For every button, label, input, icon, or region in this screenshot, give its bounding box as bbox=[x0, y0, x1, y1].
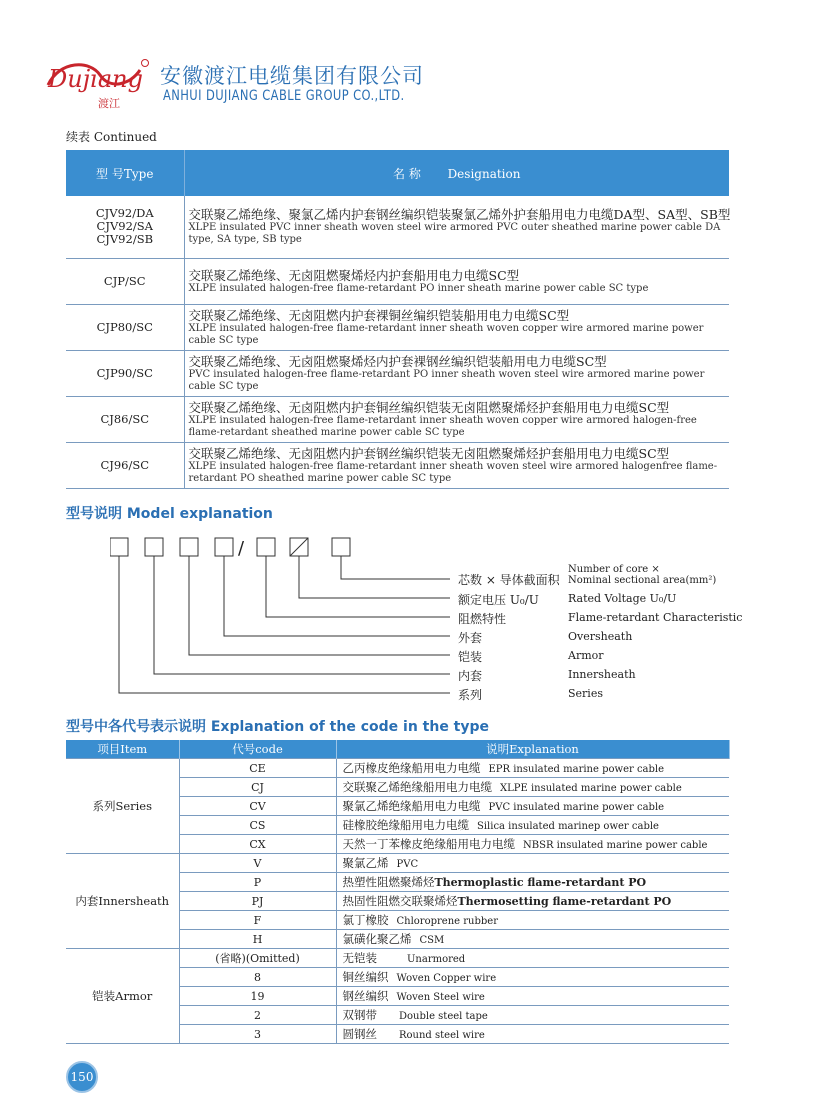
desc-cell bbox=[336, 835, 729, 854]
desc-cell bbox=[336, 930, 729, 949]
designation-en: XLPE insulated halogen-free flame-retardant PO inner sheath marine power cable SC type bbox=[188, 282, 649, 294]
code-cell: PJ bbox=[179, 892, 336, 911]
desc-cell bbox=[336, 949, 729, 968]
designation-en: XLPE insulated halogen-free flame-retardant inner sheath woven copper wire armored marine power cable SC type bbox=[188, 322, 704, 346]
continued-type-table bbox=[66, 150, 729, 489]
desc-cn: 无铠装 bbox=[342, 951, 377, 965]
company-name-cn: 安徽渡江电缆集团有限公司 bbox=[160, 64, 424, 88]
desc-en: Double steel tape bbox=[399, 1011, 488, 1022]
type-cell: CJV92/DA CJV92/SA CJV92/SB bbox=[66, 196, 184, 258]
designation-cn: 交联聚乙烯绝缘、无卤阻燃内护套铜丝编织铠装无卤阻燃聚烯烃护套船用电力电缆SC型 bbox=[188, 399, 670, 415]
type-cell: CJ86/SC bbox=[66, 396, 184, 442]
desc-en: NBSR insulated marine power cable bbox=[523, 840, 708, 851]
code-cell: 19 bbox=[179, 987, 336, 1006]
designation-cell bbox=[184, 196, 729, 258]
desc-en: Woven Steel wire bbox=[396, 992, 485, 1003]
desc-cell bbox=[336, 1006, 729, 1025]
code-explanation-title: 型号中各代号表示说明 Explanation of the code in the type bbox=[66, 719, 490, 735]
designation-cn: 交联聚乙烯绝缘、聚氯乙烯内护套钢丝编织铠装聚氯乙烯外护套船用电力电缆DA型、SA型、SB型 bbox=[188, 207, 731, 223]
col-designation-header bbox=[184, 150, 729, 196]
desc-en: Thermoplastic flame-retardant PO bbox=[434, 876, 647, 889]
desc-en: PVC bbox=[396, 859, 419, 870]
label-armor-cn: 铠装 bbox=[458, 650, 483, 664]
label-series-en: Series bbox=[568, 687, 603, 700]
label-series-cn: 系列 bbox=[458, 688, 483, 702]
table-row bbox=[66, 350, 729, 396]
desc-en: PVC insulated marine power cable bbox=[488, 802, 665, 813]
table-row bbox=[66, 258, 729, 304]
col-designation-cn: 名 称 bbox=[393, 166, 421, 181]
code-cell: H bbox=[179, 930, 336, 949]
designation-cell bbox=[184, 304, 729, 350]
label-cores-en-2: Nominal sectional area(mm²) bbox=[568, 575, 717, 586]
model-explanation-title: 型号说明 Model explanation bbox=[66, 506, 273, 522]
label-flame-en: Flame-retardant Characteristic bbox=[568, 611, 743, 624]
code-box-flame bbox=[257, 538, 275, 556]
desc-en: Chloroprene rubber bbox=[396, 916, 498, 927]
code-explanation-table bbox=[66, 740, 730, 1044]
desc-cn: 氯丁橡胶 bbox=[342, 913, 389, 927]
code-box-armor bbox=[180, 538, 198, 556]
label-voltage-en: Rated Voltage U₀/U bbox=[568, 592, 677, 605]
table-row bbox=[66, 304, 729, 350]
table-header bbox=[66, 740, 729, 759]
col-designation-en: Designation bbox=[447, 166, 521, 181]
col-type-header: 型 号Type bbox=[66, 150, 184, 196]
desc-cell bbox=[336, 816, 729, 835]
desc-cell bbox=[336, 854, 729, 873]
desc-en: Unarmored bbox=[407, 954, 466, 965]
col-item-header: 项目Item bbox=[66, 740, 179, 759]
desc-en: EPR insulated marine power cable bbox=[488, 764, 665, 775]
designation-cn: 交联聚乙烯绝缘、无卤阻燃聚烯烃内护套船用电力电缆SC型 bbox=[188, 267, 520, 283]
label-innersheath-en: Innersheath bbox=[568, 668, 636, 681]
type-cell: CJP90/SC bbox=[66, 350, 184, 396]
desc-cell bbox=[336, 873, 729, 892]
desc-cell bbox=[336, 778, 729, 797]
designation-cell bbox=[184, 258, 729, 304]
col-desc-header: 说明Explanation bbox=[336, 740, 729, 759]
code-box-series bbox=[110, 538, 128, 556]
code-cell: 8 bbox=[179, 968, 336, 987]
group-item-innersheath: 内套Innersheath bbox=[66, 854, 179, 949]
table-row bbox=[66, 854, 729, 873]
desc-cell bbox=[336, 759, 729, 778]
desc-cn: 交联聚乙烯绝缘船用电力电缆 bbox=[342, 780, 492, 794]
table-row bbox=[66, 949, 729, 968]
desc-en: XLPE insulated marine power cable bbox=[500, 783, 682, 794]
label-voltage-cn: 额定电压 U₀/U bbox=[458, 593, 539, 607]
code-box-oversheath bbox=[215, 538, 233, 556]
code-cell: 2 bbox=[179, 1006, 336, 1025]
code-cell: CE bbox=[179, 759, 336, 778]
designation-en: PVC insulated halogen-free flame-retardant PO inner sheath woven steel wire armored marine power cable SC type bbox=[188, 368, 705, 392]
desc-cn: 热塑性阻燃聚烯烃 bbox=[342, 875, 435, 889]
type-cell: CJP80/SC bbox=[66, 304, 184, 350]
label-cores-cn: 芯数 × 导体截面积 bbox=[458, 573, 560, 587]
designation-cell bbox=[184, 396, 729, 442]
code-box-innersheath bbox=[145, 538, 163, 556]
designation-cell bbox=[184, 350, 729, 396]
desc-cn: 聚氯乙烯绝缘船用电力电缆 bbox=[342, 799, 481, 813]
designation-cell bbox=[184, 442, 729, 488]
desc-cn: 硅橡胶绝缘船用电力电缆 bbox=[342, 818, 469, 832]
desc-en: CSM bbox=[419, 935, 445, 946]
desc-cn: 双钢带 bbox=[342, 1008, 377, 1022]
logo-subtext: 渡江 bbox=[98, 97, 120, 110]
table-row bbox=[66, 442, 729, 488]
desc-cell bbox=[336, 797, 729, 816]
continued-label: 续表 Continued bbox=[66, 130, 157, 144]
desc-en: Thermosetting flame-retardant PO bbox=[457, 895, 672, 908]
code-cell: CS bbox=[179, 816, 336, 835]
label-cores-en-1: Number of core × bbox=[568, 564, 660, 575]
designation-en: XLPE insulated PVC inner sheath woven steel wire armored PVC outer sheathed marine power cable DA type, SA type, SB type bbox=[188, 222, 721, 246]
desc-en: Woven Copper wire bbox=[396, 973, 497, 984]
type-cell: CJP/SC bbox=[66, 258, 184, 304]
label-cores-en bbox=[568, 564, 716, 586]
code-cell: V bbox=[179, 854, 336, 873]
label-innersheath-cn: 内套 bbox=[458, 669, 483, 683]
designation-cn: 交联聚乙烯绝缘、无卤阻燃内护套钢丝编织铠装无卤阻燃聚烯烃护套船用电力电缆SC型 bbox=[188, 445, 670, 461]
code-cell: CJ bbox=[179, 778, 336, 797]
desc-cn: 钢丝编织 bbox=[342, 989, 389, 1003]
code-cell: CV bbox=[179, 797, 336, 816]
label-armor-en: Armor bbox=[568, 649, 604, 662]
desc-cell bbox=[336, 892, 729, 911]
group-item-armor: 铠装Armor bbox=[66, 949, 179, 1044]
code-cell: 3 bbox=[179, 1025, 336, 1044]
code-box-cores bbox=[332, 538, 350, 556]
type-cell: CJ96/SC bbox=[66, 442, 184, 488]
desc-cell bbox=[336, 968, 729, 987]
designation-en: XLPE insulated halogen-free flame-retardant inner sheath woven steel wire armored halogenfree flame-retardant PO sheathed marine power cable SC type bbox=[188, 460, 718, 484]
code-cell: CX bbox=[179, 835, 336, 854]
table-row bbox=[66, 759, 729, 778]
page-number: 150 bbox=[66, 1061, 98, 1093]
desc-cn: 圆钢丝 bbox=[342, 1027, 377, 1041]
company-name-en: ANHUI DUJIANG CABLE GROUP CO.,LTD. bbox=[163, 88, 405, 104]
desc-cell bbox=[336, 987, 729, 1006]
desc-cn: 热固性阻燃交联聚烯烃 bbox=[342, 894, 458, 908]
logo-script: Dujiang bbox=[48, 65, 143, 93]
table-row bbox=[66, 396, 729, 442]
table-header bbox=[66, 150, 729, 196]
desc-cell bbox=[336, 1025, 729, 1044]
desc-cn: 聚氯乙烯 bbox=[342, 856, 389, 870]
slash-separator: / bbox=[238, 538, 245, 559]
code-cell: F bbox=[179, 911, 336, 930]
label-flame-cn: 阻燃特性 bbox=[458, 612, 507, 626]
label-oversheath-en: Oversheath bbox=[568, 630, 633, 643]
code-cell: (省略)(Omitted) bbox=[179, 949, 336, 968]
designation-cn: 交联聚乙烯绝缘、无卤阻燃聚烯烃内护套裸钢丝编织铠装船用电力电缆SC型 bbox=[188, 353, 607, 369]
col-code-header: 代号code bbox=[179, 740, 336, 759]
group-item-series: 系列Series bbox=[66, 759, 179, 854]
designation-cn: 交联聚乙烯绝缘、无卤阻燃内护套裸铜丝编织铠装船用电力电缆SC型 bbox=[188, 307, 570, 323]
company-logo bbox=[40, 55, 150, 115]
desc-cn: 氯磺化聚乙烯 bbox=[342, 932, 412, 946]
label-oversheath-cn: 外套 bbox=[458, 631, 483, 645]
table-row bbox=[66, 196, 729, 258]
desc-en: Round steel wire bbox=[399, 1030, 485, 1041]
desc-cn: 铜丝编织 bbox=[342, 970, 389, 984]
desc-cn: 乙丙橡皮绝缘船用电力电缆 bbox=[342, 761, 481, 775]
designation-en: XLPE insulated halogen-free flame-retardant inner sheath woven copper wire armored halogen-free flame-retardant sheathed marine power cable SC type bbox=[188, 414, 697, 438]
desc-cell bbox=[336, 911, 729, 930]
code-cell: P bbox=[179, 873, 336, 892]
desc-cn: 天然一丁苯橡皮绝缘船用电力电缆 bbox=[342, 837, 515, 851]
voltage-slash bbox=[290, 538, 308, 556]
desc-en: Silica insulated marinep ower cable bbox=[477, 821, 659, 832]
